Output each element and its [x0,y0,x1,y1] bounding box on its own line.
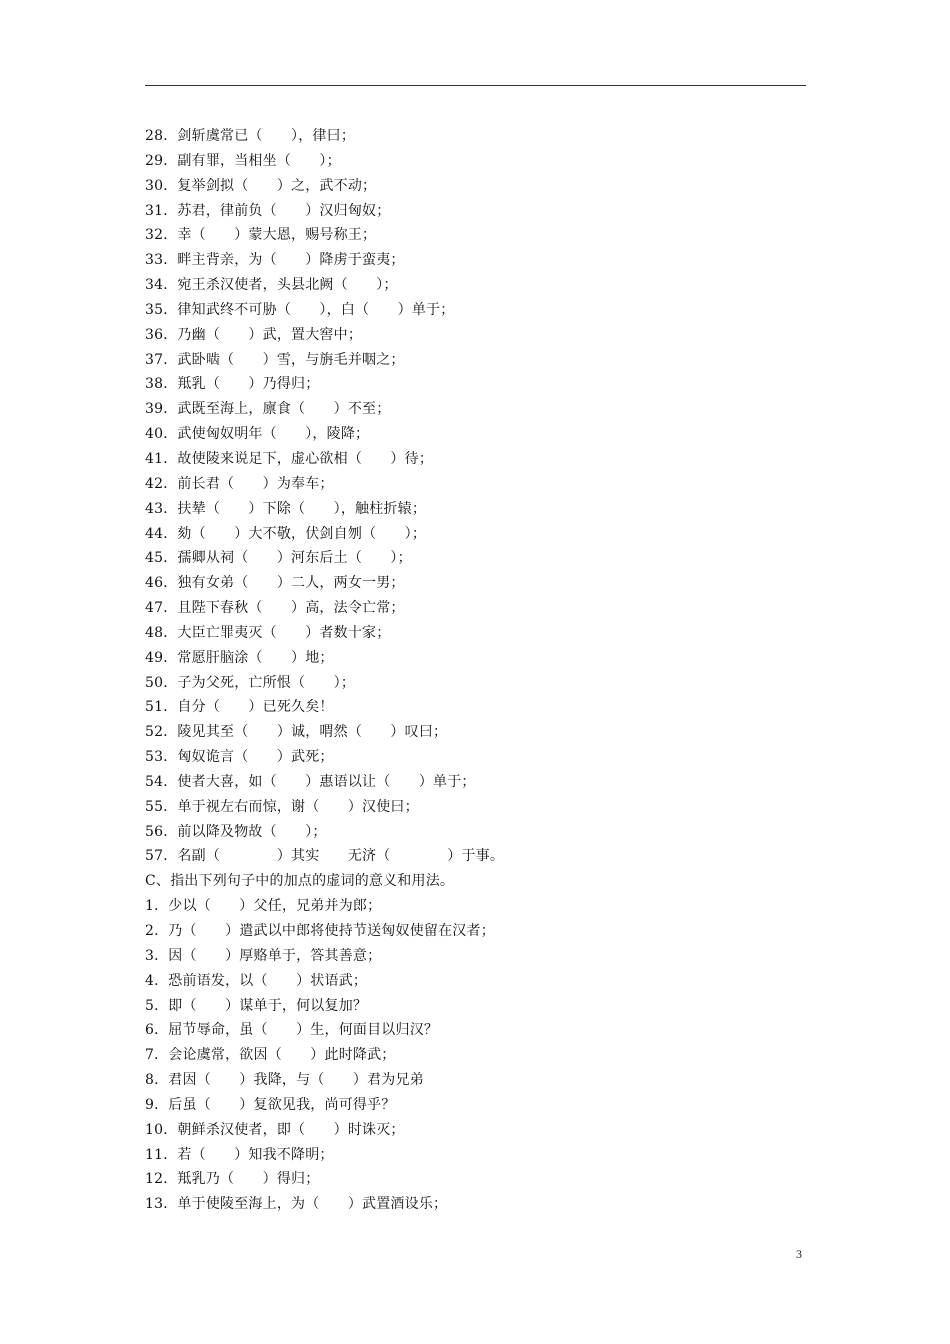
exercise-list [145,124,806,1217]
exercise-line: 3．因（ ）厚赂单于，答其善意； [145,947,382,964]
exercise-line: 35．律知武终不可胁（ ），白（ ）单于； [145,301,455,318]
exercise-line: C、指出下列句子中的加点的虚词的意义和用法。 [145,873,455,890]
exercise-line: 10．朝鲜杀汉使者，即（ ）时诛灭； [145,1121,405,1138]
exercise-line: 38．羝乳（ ）乃得归； [145,376,320,393]
exercise-line: 44．劾（ ）大不敬，伏剑自刎（ ）； [145,525,427,542]
exercise-line: 4．恐前语发，以（ ）状语武； [145,972,368,989]
exercise-line: 28．剑斩虞常已（ ），律曰； [145,128,356,144]
exercise-line: 56．前以降及物故（ ）； [145,823,327,840]
exercise-line: 31．苏君，律前负（ ）汉归匈奴； [145,202,391,219]
exercise-line: 57．名副（ ）其实 无济（ ）于事。 [145,848,505,865]
exercise-line: 43．扶辇（ ）下除（ ），触柱折辕； [145,500,427,517]
exercise-line: 51．自分（ ）已死久矣！ [145,699,334,716]
exercise-line: 52．陵见其至（ ）诚，喟然（ ）叹曰； [145,724,448,741]
exercise-line: 2．乃（ ）遣武以中郎将使持节送匈奴使留在汉者； [145,923,495,939]
exercise-line: 6．屈节辱命，虽（ ）生，何面目以归汉？ [145,1022,439,1039]
exercise-line: 53．匈奴诡言（ ）武死； [145,749,334,766]
exercise-line: 5．即（ ）谋单于，何以复加？ [145,997,368,1014]
exercise-line: 29．副有罪，当相坐（ ）； [145,152,341,169]
exercise-line: 30．复举剑拟（ ）之，武不动； [145,177,377,194]
exercise-line: 13．单于使陵至海上，为（ ）武置酒设乐； [145,1196,448,1213]
exercise-line: 42．前长君（ ）为奉车； [145,475,334,492]
exercise-line: 33．畔主背亲，为（ ）降虏于蛮夷； [145,252,405,269]
exercise-line: 9．后虽（ ）复欲见我，尚可得乎？ [145,1096,396,1113]
exercise-line: 36．乃幽（ ）武，置大窖中； [145,326,363,343]
exercise-line: 11．若（ ）知我不降明； [145,1146,334,1163]
exercise-line: 8．君因（ ）我降，与（ ）君为兄弟 [145,1072,424,1089]
header-rule [145,85,806,86]
exercise-line: 12．羝乳乃（ ）得归； [145,1171,320,1188]
exercise-line: 49．常愿肝脑涂（ ）地； [145,649,334,666]
exercise-line: 1．少以（ ）父任，兄弟并为郎； [145,898,382,915]
exercise-line: 37．武卧啮（ ）雪，与旃毛并咽之； [145,351,405,368]
exercise-line: 7．会论虞常，欲因（ ）此时降武； [145,1047,396,1064]
exercise-line: 48．大臣亡罪夷灭（ ）者数十家； [145,624,391,641]
exercise-line: 55．单于视左右而惊，谢（ ）汉使曰； [145,798,419,815]
exercise-line: 45．孺卿从祠（ ）河东后土（ ）； [145,550,412,567]
exercise-line: 47．且陛下春秋（ ）高，法令亡常； [145,600,405,617]
exercise-line: 50．子为父死，亡所恨（ ）； [145,674,356,691]
exercise-line: 32．幸（ ）蒙大恩，赐号称王； [145,227,377,244]
exercise-line: 41．故使陵来说足下，虚心欲相（ ）待； [145,450,434,467]
exercise-line: 34．宛王杀汉使者，头县北阙（ ）； [145,277,398,294]
page-number: 3 [796,1247,802,1261]
exercise-line: 54．使者大喜，如（ ）惠语以让（ ）单于； [145,773,476,790]
exercise-line: 40．武使匈奴明年（ ），陵降； [145,426,370,443]
exercise-line: 46．独有女弟（ ）二人，两女一男； [145,575,405,592]
exercise-line: 39．武既至海上，廪食（ ）不至； [145,401,391,418]
